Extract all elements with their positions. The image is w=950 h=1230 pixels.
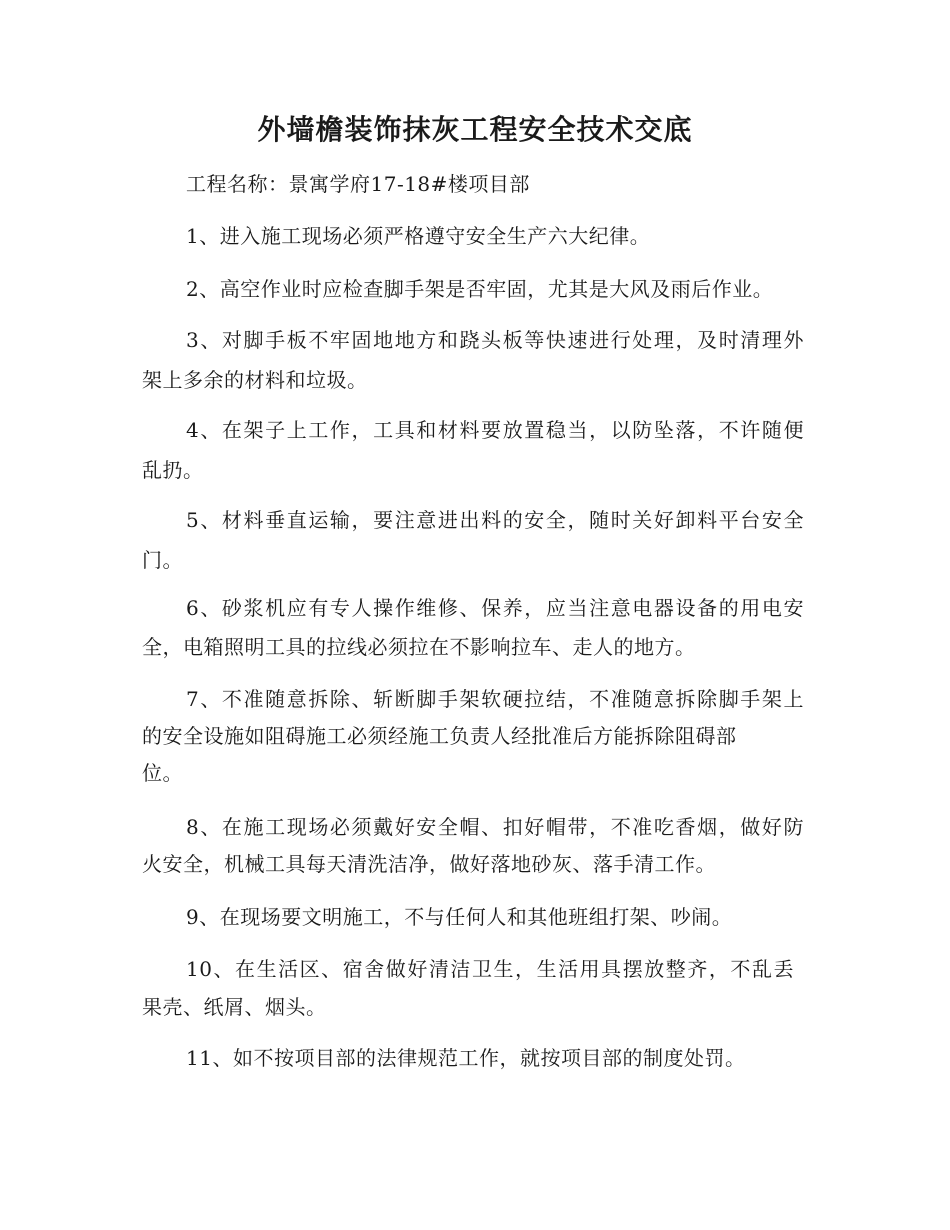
item-7-line-3: 位。 xyxy=(142,761,183,785)
item-9-line-1: 9、在现场要文明施工，不与任何人和其他班组打架、吵闹。 xyxy=(186,905,733,929)
item-11-line-1: 11、如不按项目部的法律规范工作，就按项目部的制度处罚。 xyxy=(186,1046,746,1070)
item-5-line-1: 5、材料垂直运输，要注意进出料的安全，随时关好卸料平台安全 xyxy=(186,508,804,532)
item-1-line-1: 1、进入施工现场必须严格遵守安全生产六大纪律。 xyxy=(186,224,651,248)
item-8-line-2: 火安全，机械工具每天清洗洁净，做好落地砂灰、落手清工作。 xyxy=(142,852,716,876)
item-4-line-1: 4、在架子上工作，工具和材料要放置稳当，以防坠落，不许随便 xyxy=(186,418,804,442)
item-7-line-1: 7、不准随意拆除、斩断脚手架软硬拉结，不准随意拆除脚手架上 xyxy=(186,687,804,711)
item-6-line-1: 6、砂浆机应有专人操作维修、保养，应当注意电器设备的用电安 xyxy=(186,596,804,620)
item-7-line-2: 的安全设施如阻碍施工必须经施工负责人经批准后方能拆除阻碍部 xyxy=(142,724,737,748)
item-10-line-2: 果壳、纸屑、烟头。 xyxy=(142,995,327,1019)
item-6-line-2: 全，电箱照明工具的拉线必须拉在不影响拉车、走人的地方。 xyxy=(142,635,696,659)
item-8-line-1: 8、在施工现场必须戴好安全帽、扣好帽带，不准吃香烟，做好防 xyxy=(186,815,804,839)
item-2-line-1: 2、高空作业时应检查脚手架是否牢固，尤其是大风及雨后作业。 xyxy=(186,277,774,301)
item-4-line-2: 乱扔。 xyxy=(142,458,204,482)
document-title: 外墙檐装饰抹灰工程安全技术交底 xyxy=(257,113,693,146)
item-3-line-2: 架上多余的材料和垃圾。 xyxy=(142,368,368,392)
project-name: 工程名称：景寓学府17-18#楼项目部 xyxy=(186,172,530,196)
item-3-line-1: 3、对脚手板不牢固地地方和跷头板等快速进行处理，及时清理外 xyxy=(186,328,804,352)
item-10-line-1: 10、在生活区、宿舍做好清洁卫生，生活用具摆放整齐，不乱丢 xyxy=(186,957,794,981)
item-5-line-2: 门。 xyxy=(142,548,183,572)
